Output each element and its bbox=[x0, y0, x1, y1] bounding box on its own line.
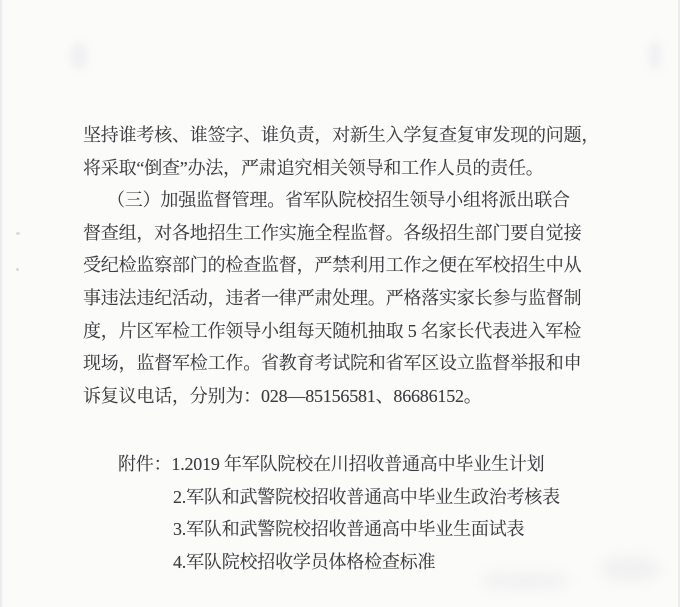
attachment-line-1 bbox=[83, 448, 613, 481]
attachments-label: 附件： bbox=[118, 454, 172, 474]
attachments-section bbox=[83, 448, 613, 578]
body-text-line: 度，片区军检工作领导小组每天随机抽取 5 名家长代表进入军检 bbox=[83, 320, 581, 341]
attachment-item: 1.2019 年军队院校在川招收普通高中毕业生计划 bbox=[171, 454, 545, 474]
body-text-line: 事违法违纪活动，违者一律严肃处理。严格落实家长参与监督制 bbox=[83, 287, 582, 308]
body-paragraphs bbox=[83, 119, 613, 412]
body-text-line: 督查组，对各地招生工作实施全程监督。各级招生部门要自觉接 bbox=[83, 222, 582, 243]
scan-smudge bbox=[648, 40, 662, 70]
body-text-line: 受纪检监察部门的检查监督，严禁利用工作之便在军校招生中从 bbox=[83, 255, 582, 276]
body-text-line: 现场，监督军检工作。省教育考试院和省军区设立监督举报和申 bbox=[83, 353, 582, 374]
attachment-item: 2.军队和武警院校招收普通高中毕业生政治考核表 bbox=[173, 486, 560, 507]
scan-edge-left bbox=[0, 0, 4, 607]
body-text-line: 将采取“倒查”办法，严肃追究相关领导和工作人员的责任。 bbox=[83, 157, 544, 178]
scan-smudge bbox=[70, 42, 88, 70]
body-text-line-paragraph-start: （三）加强监督管理。省军队院校招生领导小组将派出联合 bbox=[107, 190, 570, 211]
attachment-item: 3.军队和武警院校招收普通高中毕业生面试表 bbox=[173, 519, 525, 540]
body-text-line-phone: 诉复议电话，分别为：028—85156581、86686152。 bbox=[83, 385, 482, 406]
body-text-line: 坚持谁考核、谁签字、谁负责，对新生入学复查复审发现的问题， bbox=[83, 125, 600, 145]
scan-speck bbox=[16, 232, 20, 235]
scan-speck bbox=[16, 268, 19, 271]
attachment-item: 4.军队院校招收学员体格检查标准 bbox=[173, 551, 436, 572]
